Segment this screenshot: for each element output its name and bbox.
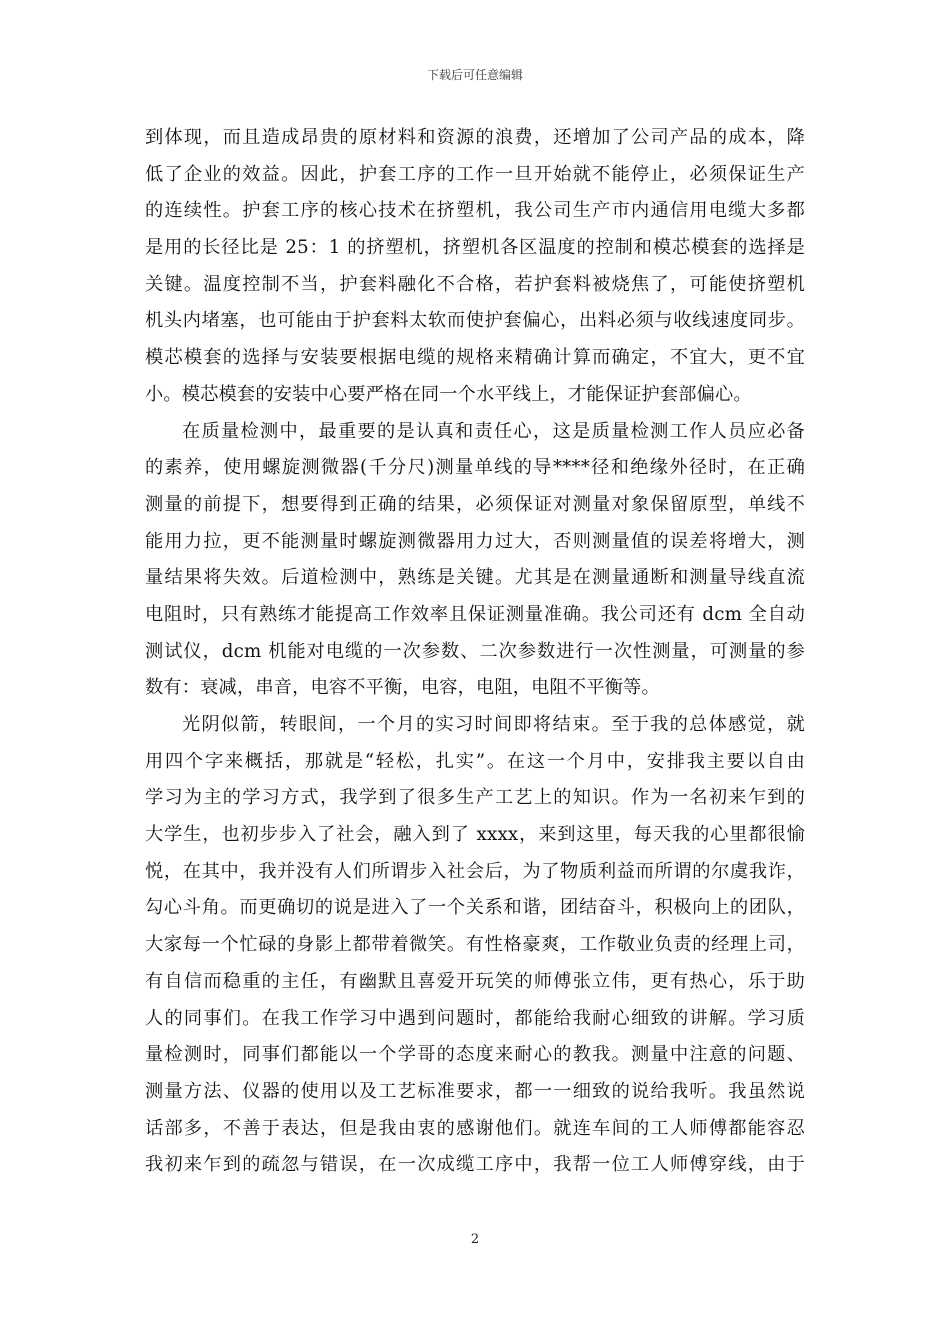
- text-line: 关键。温度控制不当，护套料融化不合格，若护套料被烧焦了，可能使挤塑机: [145, 273, 805, 295]
- text-line: 勾心斗角。而更确切的说是进入了一个关系和谐，团结奋斗，积极向上的团队，: [145, 897, 805, 919]
- text-line: 人的同事们。在我工作学习中遇到问题时，都能给我耐心细致的讲解。学习质: [145, 1007, 805, 1029]
- paragraph: [145, 707, 805, 1184]
- text-line: 有自信而稳重的主任，有幽默且喜爱开玩笑的师傅张立伟，更有热心，乐于助: [145, 970, 805, 992]
- paragraph: [145, 414, 805, 708]
- text-line: 的素养，使用螺旋测微器(千分尺)测量单线的导****径和绝缘外径时，在正确: [145, 457, 805, 479]
- text-line: 测量的前提下，想要得到正确的结果，必须保证对测量对象保留原型，单线不: [145, 493, 805, 515]
- text-line: 学习为主的学习方式，我学到了很多生产工艺上的知识。作为一名初来乍到的: [145, 787, 805, 809]
- page-number: 2: [470, 1232, 480, 1247]
- text-line: 的连续性。护套工序的核心技术在挤塑机，我公司生产市内通信用电缆大多都: [145, 200, 805, 222]
- text-line: 在质量检测中，最重要的是认真和责任心，这是质量检测工作人员应必备: [182, 420, 805, 442]
- page-header: 下载后可任意编辑: [426, 68, 523, 82]
- text-line: 低了企业的效益。因此，护套工序的工作一旦开始就不能停止，必须保证生产: [145, 163, 805, 185]
- text-line: 悦，在其中，我并没有人们所谓步入社会后，为了物质利益而所谓的尔虞我诈，: [145, 860, 805, 882]
- text-line: 话部多，不善于表达，但是我由衷的感谢他们。就连车间的工人师傅都能容忍: [145, 1117, 805, 1139]
- text-line: 光阴似箭，转眼间，一个月的实习时间即将结束。至于我的总体感觉，就: [182, 714, 805, 735]
- text-line: 大家每一个忙碌的身影上都带着微笑。有性格豪爽，工作敬业负责的经理上司，: [145, 934, 805, 956]
- text-line: 我初来乍到的疏忽与错误，在一次成缆工序中，我帮一位工人师傅穿线，由于: [145, 1154, 805, 1176]
- text-line: 测试仪，dcm 机能对电缆的一次参数、二次参数进行一次性测量，可测量的参: [145, 640, 805, 662]
- text-line: 大学生，也初步步入了社会，融入到了 xxxx，来到这里，每天我的心里都很愉: [145, 824, 805, 846]
- text-line: 量结果将失效。后道检测中，熟练是关键。尤其是在测量通断和测量导线直流: [145, 567, 805, 589]
- text-line: 测量方法、仪器的使用以及工艺标准要求，都一一细致的说给我听。我虽然说: [145, 1080, 805, 1102]
- text-line: 数有：衰减，串音，电容不平衡，电容，电阻，电阻不平衡等。: [145, 677, 660, 699]
- body-text: [145, 120, 805, 1184]
- text-line: 是用的长径比是 25：1 的挤塑机，挤塑机各区温度的控制和模芯模套的选择是: [145, 237, 805, 259]
- text-line: 小。模芯模套的安装中心要严格在同一个水平线上，才能保证护套部偏心。: [145, 383, 752, 405]
- text-line: 电阻时，只有熟练才能提高工作效率且保证测量准确。我公司还有 dcm 全自动: [145, 603, 805, 625]
- text-line: 用四个字来概括，那就是“轻松，扎实”。在这一个月中，安排我主要以自由: [145, 750, 805, 772]
- text-line: 能用力拉，更不能测量时螺旋测微器用力过大，否则测量值的误差将增大，测: [145, 530, 805, 552]
- text-line: 到体现，而且造成昂贵的原材料和资源的浪费，还增加了公司产品的成本，降: [145, 127, 805, 148]
- text-line: 量检测时，同事们都能以一个学哥的态度来耐心的教我。测量中注意的问题、: [145, 1044, 805, 1066]
- text-line: 模芯模套的选择与安装要根据电缆的规格来精确计算而确定，不宜大，更不宜: [145, 347, 805, 369]
- text-line: 机头内堵塞，也可能由于护套料太软而使护套偏心，出料必须与收线速度同步。: [145, 310, 805, 332]
- paragraph: [145, 120, 805, 414]
